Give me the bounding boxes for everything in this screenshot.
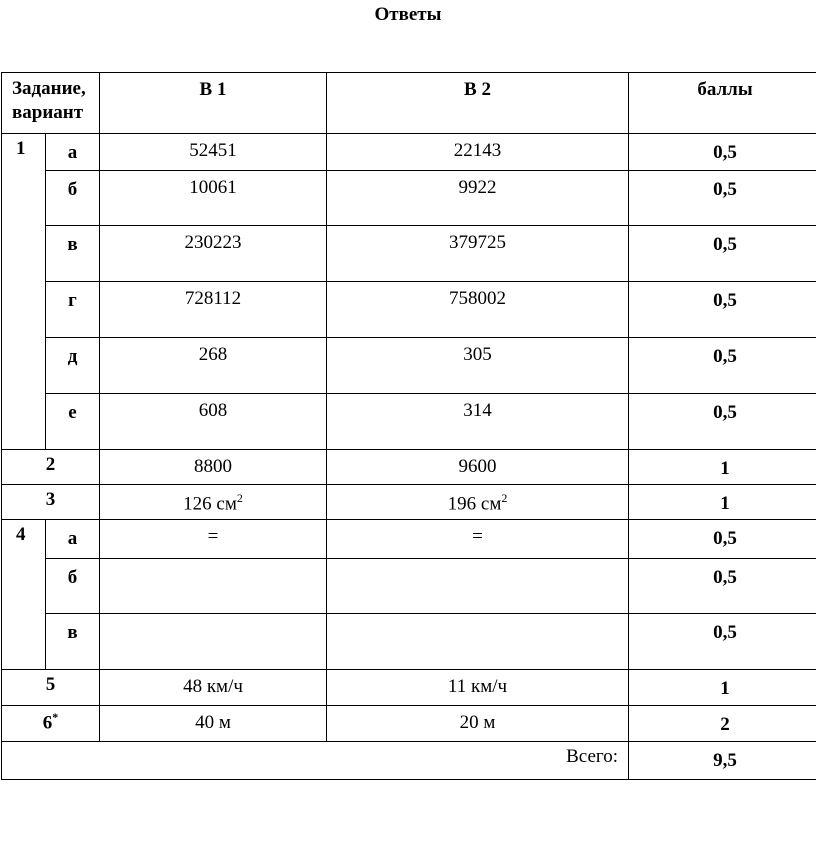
answer-v1: 10061	[100, 171, 327, 226]
answer-v2-exponent: 2	[501, 491, 508, 505]
answer-v1: =	[100, 520, 327, 559]
answer-v2: 305	[327, 338, 629, 394]
answer-v2	[327, 614, 629, 670]
points-cell: 1	[629, 485, 816, 520]
table-row	[2, 450, 816, 485]
task-letter: в	[46, 226, 100, 282]
answer-v1: 40 м	[100, 706, 327, 742]
answer-v2: 22143	[327, 134, 629, 171]
header-task-line1: Задание,	[12, 78, 86, 99]
answer-v1: 230223	[100, 226, 327, 282]
points-cell: 0,5	[629, 394, 816, 450]
answer-v1	[100, 614, 327, 670]
table-row	[2, 614, 816, 670]
total-label: Всего:	[2, 742, 629, 780]
task-number	[2, 706, 100, 742]
total-row	[2, 742, 816, 780]
answer-v2: 314	[327, 394, 629, 450]
answers-table	[1, 72, 816, 780]
table-row	[2, 394, 816, 450]
task-number: 4	[2, 520, 46, 670]
answer-v1: 728112	[100, 282, 327, 338]
answer-v1	[100, 559, 327, 614]
table-row	[2, 520, 816, 559]
table-row	[2, 282, 816, 338]
header-task-line2: вариант	[12, 102, 84, 123]
points-cell: 1	[629, 450, 816, 485]
task-letter: г	[46, 282, 100, 338]
answer-v2: 9922	[327, 171, 629, 226]
points-cell: 0,5	[629, 282, 816, 338]
table-row	[2, 485, 816, 520]
task-letter: б	[46, 171, 100, 226]
answer-v1: 608	[100, 394, 327, 450]
answer-v2: 20 м	[327, 706, 629, 742]
task-letter: а	[46, 134, 100, 171]
answer-v1: 268	[100, 338, 327, 394]
table-row	[2, 559, 816, 614]
page-title: Ответы	[374, 4, 442, 25]
header-points: баллы	[629, 73, 816, 134]
total-points: 9,5	[629, 742, 816, 780]
answer-v1-text: 126 см	[183, 493, 237, 515]
table-row	[2, 171, 816, 226]
task-letter: а	[46, 520, 100, 559]
table-row	[2, 670, 816, 706]
points-cell: 0,5	[629, 559, 816, 614]
points-cell: 0,5	[629, 134, 816, 171]
answer-v1: 48 км/ч	[100, 670, 327, 706]
header-task-cell	[2, 73, 100, 134]
table-row	[2, 706, 816, 742]
task-number: 1	[2, 134, 46, 450]
task-letter: в	[46, 614, 100, 670]
task-number: 2	[2, 450, 100, 485]
points-cell: 0,5	[629, 171, 816, 226]
points-cell: 0,5	[629, 226, 816, 282]
answer-v2: =	[327, 520, 629, 559]
answer-v2: 9600	[327, 450, 629, 485]
task-number-mark: *	[52, 710, 59, 724]
header-v1: В 1	[100, 73, 327, 134]
answer-v1	[100, 485, 327, 520]
table-row	[2, 226, 816, 282]
task-letter: е	[46, 394, 100, 450]
task-letter: д	[46, 338, 100, 394]
answer-v2: 379725	[327, 226, 629, 282]
answer-v1: 52451	[100, 134, 327, 171]
table-row	[2, 338, 816, 394]
answer-v2-text: 196 см	[447, 493, 502, 515]
header-v2: В 2	[327, 73, 629, 134]
task-number: 5	[2, 670, 100, 706]
task-number-text: 6	[42, 712, 53, 734]
table-header-row	[2, 73, 816, 134]
points-cell: 0,5	[629, 520, 816, 559]
table-row	[2, 134, 816, 171]
points-cell: 1	[629, 670, 816, 706]
answer-v2: 11 км/ч	[327, 670, 629, 706]
task-letter: б	[46, 559, 100, 614]
points-cell: 0,5	[629, 614, 816, 670]
answer-v1: 8800	[100, 450, 327, 485]
task-number: 3	[2, 485, 100, 520]
answer-v1-exponent: 2	[236, 491, 243, 505]
answer-v2	[327, 559, 629, 614]
answer-v2	[327, 485, 629, 520]
answer-v2: 758002	[327, 282, 629, 338]
points-cell: 0,5	[629, 338, 816, 394]
points-cell: 2	[629, 706, 816, 742]
